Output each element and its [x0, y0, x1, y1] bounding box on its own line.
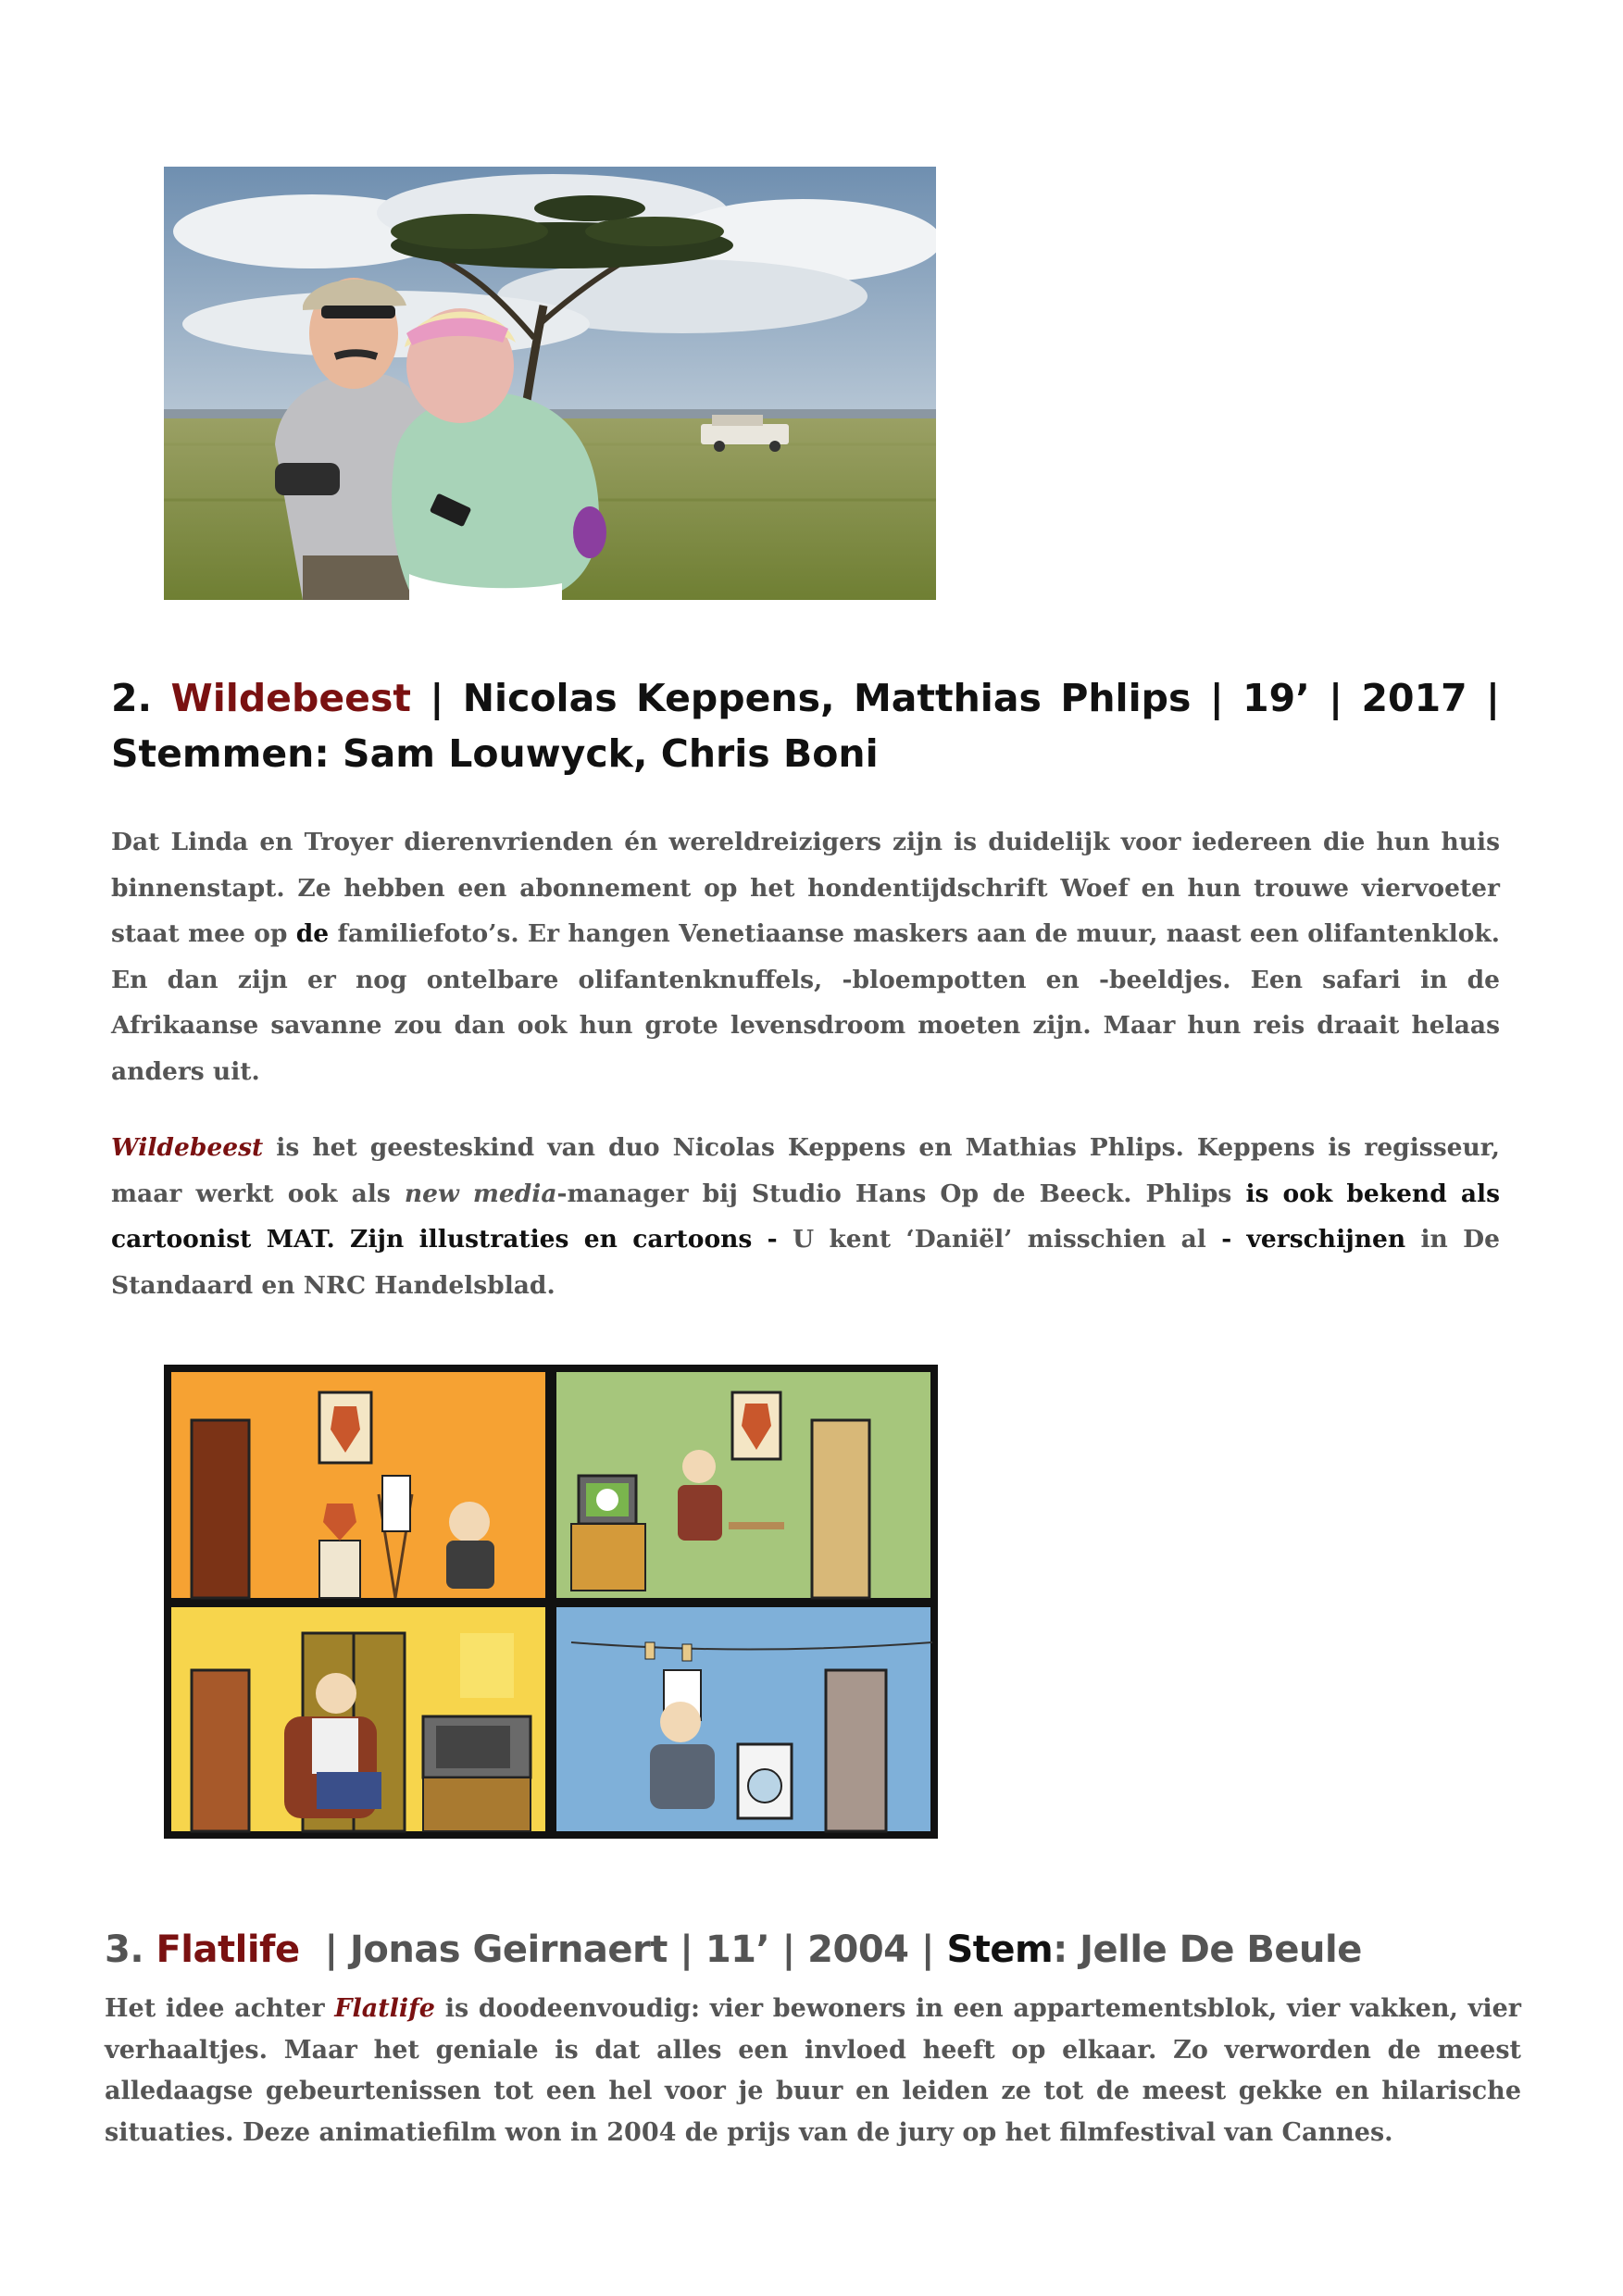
paragraph-text: de	[295, 919, 330, 948]
paragraph-text: in De Standaard en NRC Handelsblad.	[111, 1225, 1500, 1300]
section-3-heading	[105, 1925, 1521, 1975]
film-title-italic: Flatlife	[334, 1994, 435, 2023]
section-2-number: 2.	[111, 676, 153, 720]
wildebeest-still-image	[164, 167, 936, 600]
wildebeest-film-still-icon	[164, 167, 936, 600]
paragraph-text: is ook bekend als cartoonist MAT. Zijn illustraties en cartoons -	[111, 1179, 1500, 1254]
section-2-paragraph-1	[111, 819, 1500, 1094]
section-3-credits: | Jonas Geirnaert | 11’ | 2004 |	[324, 1928, 935, 1971]
flatlife-film-still-icon	[164, 1365, 938, 1839]
section-3-title: Flatlife	[156, 1928, 300, 1971]
paragraph-text: Dat Linda en Troyer dierenvrienden én wereldreizigers zijn is duidelijk voor iedereen die hun huis binnenstapt. Ze hebben een abonnement op het hondentijdschrift Woef en hun trouwe viervoeter staat mee op	[111, 828, 1500, 948]
italic-term: new media	[404, 1179, 557, 1208]
section-2-title: Wildebeest	[170, 676, 411, 720]
flatlife-still-image	[164, 1365, 938, 1839]
paragraph-text: - verschijnen	[1221, 1225, 1406, 1254]
paragraph-text: is het geesteskind van duo Nicolas Keppens en Mathias Phlips. Keppens is regisseur, maar werkt ook als	[111, 1133, 1501, 1208]
film-title-italic: Wildebeest	[111, 1133, 264, 1162]
paragraph-text: -manager bij Studio Hans Op de Beeck. Phlips	[556, 1179, 1232, 1208]
section-3-voice: : Jelle De Beule	[1053, 1928, 1362, 1971]
section-2-paragraph-2	[111, 1125, 1500, 1308]
section-3-paragraph	[105, 1989, 1521, 2153]
section-2-heading	[111, 670, 1500, 781]
section-2-credits: | Nicolas Keppens, Matthias Phlips | 19’ | 2017 | Stemmen: Sam Louwyck, Chris Boni	[111, 676, 1500, 776]
section-3-stem-label: Stem	[946, 1928, 1054, 1971]
paragraph-text: is doodeenvoudig: vier bewoners in een appartementsblok, vier vakken, vier verhaaltjes. Maar het geniale is dat alles een invloed heeft op elkaar. Zo verworden de meest alledaagse gebeurtenissen tot een hel voor je buur en leiden ze tot de meest gekke en hilarische situaties. Deze animatiefilm won in 2004 de prijs van de jury op het filmfestival van Cannes.	[105, 1994, 1521, 2147]
paragraph-text: Het idee achter	[105, 1994, 325, 2023]
section-3-number: 3.	[105, 1928, 144, 1971]
paragraph-text: U kent ‘Daniël’ misschien al	[793, 1225, 1206, 1254]
paragraph-text: familiefoto’s. Er hangen Venetiaanse maskers aan de muur, naast een olifantenklok. En dan zijn er nog ontelbare olifantenknuffels, -bloempotten en -beeldjes. Een safari in de Afrikaanse savanne zou dan ook hun grote levensdroom moeten zijn. Maar hun reis draait helaas anders uit.	[111, 919, 1500, 1086]
